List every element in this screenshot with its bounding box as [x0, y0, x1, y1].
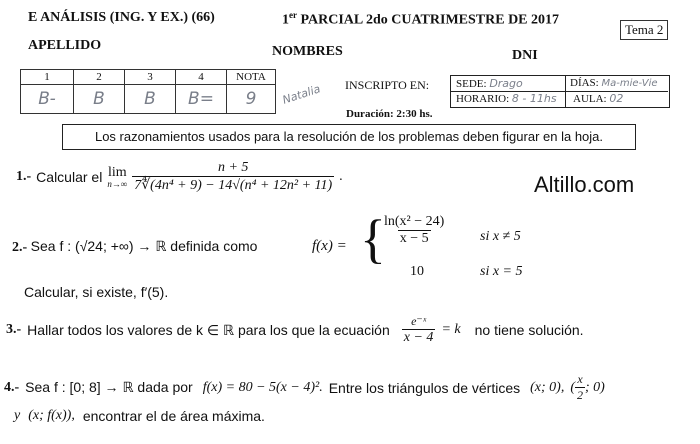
function-formula: f(x) = 80 − 5(x − 4)².: [202, 379, 323, 395]
grade-value: B: [74, 85, 125, 114]
apellido-label: APELLIDO: [28, 38, 102, 53]
grade-value: B-: [21, 85, 74, 114]
brace: {: [360, 209, 386, 269]
fraction-numerator: n + 5: [217, 160, 249, 175]
grade-header: NOTA: [227, 70, 276, 85]
case-1: [382, 214, 446, 247]
limit-fraction: [132, 160, 334, 194]
signature: Natalia: [280, 82, 322, 107]
fraction-denominator: x − 5: [399, 231, 429, 246]
case-1-fraction: [382, 214, 446, 247]
problem-end: .: [339, 169, 343, 184]
problem-3: [6, 314, 584, 346]
grade-header: 1: [21, 70, 74, 85]
notice-text: Los razonamientos usados para la resolución de los problemas deben figurar en la hoja.: [94, 129, 604, 144]
vertex-2-fraction: [575, 372, 585, 403]
fraction-denominator: 2: [577, 388, 584, 402]
problem-1: [16, 160, 343, 194]
case-2-value: 10: [410, 264, 424, 279]
grade-value: B: [125, 85, 176, 114]
problem-2: [12, 238, 257, 256]
nombres-label: NOMBRES: [272, 44, 343, 59]
exam-number-sup: er: [289, 10, 297, 20]
fraction-denominator: x − 4: [403, 330, 434, 345]
grade-value: 9: [227, 85, 276, 114]
tema-label: Tema 2: [625, 22, 664, 37]
aula-label: AULA:: [573, 93, 607, 105]
problem-end: no tiene solución.: [474, 322, 584, 338]
fraction-numerator: x: [577, 372, 583, 386]
problem-end: encontrar el de área máxima.: [82, 408, 265, 424]
problem-number: 2.-: [12, 240, 28, 255]
case-2-condition: si x = 5: [480, 264, 523, 279]
exam-label: PARCIAL 2do CUATRIMESTRE DE 2017: [300, 12, 560, 28]
grade-header: 3: [125, 70, 176, 85]
problem-2-line2: Calcular, si existe, f′(5).: [24, 284, 169, 300]
paren: (: [570, 379, 576, 395]
grades-table: [20, 69, 276, 114]
problem-number: 4.-: [4, 379, 20, 395]
limit-operator: [107, 166, 127, 189]
equation-rhs: = k: [441, 322, 461, 337]
vertex-1: (x; 0),: [530, 379, 565, 395]
problem-text: Sea f : (√24; +∞) → ℝ definida como: [30, 238, 258, 254]
conjunction: y: [14, 408, 21, 423]
duracion: Duración: 2:30 hs.: [346, 108, 433, 120]
function-def: f(x) =: [312, 238, 347, 254]
sede-label: SEDE:: [456, 78, 487, 90]
problem-number: 3.-: [6, 322, 22, 337]
equation-fraction: [402, 314, 436, 346]
vertex-2: [570, 372, 605, 403]
sede-field: [456, 77, 523, 90]
dias-value: Ma-mie-Vie: [601, 78, 658, 89]
sede-value: Drago: [489, 77, 523, 90]
vertex-3: (x; f(x)),: [28, 408, 75, 423]
grade-header: 4: [176, 70, 227, 85]
problem-number: 1.-: [16, 169, 32, 184]
fraction-numerator: e⁻ˣ: [411, 314, 427, 328]
fraction-numerator: ln(x² − 24): [384, 214, 445, 229]
inscripto-label: INSCRIPTO EN:: [345, 78, 430, 92]
problem-text: Sea f : [0; 8] → ℝ dada por: [25, 379, 193, 395]
case-1-condition: si x ≠ 5: [480, 229, 521, 244]
fraction-denominator: 7∜(4n⁴ + 9) − 14√(n⁴ + 12n² + 11): [134, 178, 333, 193]
grade-header: 2: [74, 70, 125, 85]
horario-label: HORARIO:: [456, 93, 510, 105]
paren: ; 0): [585, 379, 605, 395]
tema-box: [620, 20, 668, 40]
problem-text-2: Entre los triángulos de vértices: [328, 379, 521, 396]
problem-text: Calcular el: [36, 169, 103, 185]
course-title: E ANÁLISIS (ING. Y EX.) (66): [28, 10, 215, 25]
dni-label: DNI: [512, 48, 538, 63]
horario-field: [456, 92, 557, 105]
watermark: Altillo.com: [534, 172, 635, 197]
aula-value: 02: [609, 92, 624, 105]
aula-field: [573, 92, 623, 105]
problem-text: Hallar todos los valores de k ∈ ℝ para los que la ecuación: [27, 321, 390, 338]
exam-title: [282, 10, 559, 29]
exam-number: 1: [282, 12, 289, 28]
problem-4-line2: [14, 408, 265, 424]
limit-subscript: n→∞: [107, 178, 128, 189]
limit-label: lim: [107, 164, 127, 180]
dias-label: DÍAS:: [570, 77, 599, 89]
dias-field: [570, 77, 658, 89]
horario-value: 8 - 11hs: [511, 92, 557, 105]
problem-4: [4, 372, 605, 403]
notice-box: [62, 124, 636, 150]
grade-value: B=: [176, 85, 227, 114]
